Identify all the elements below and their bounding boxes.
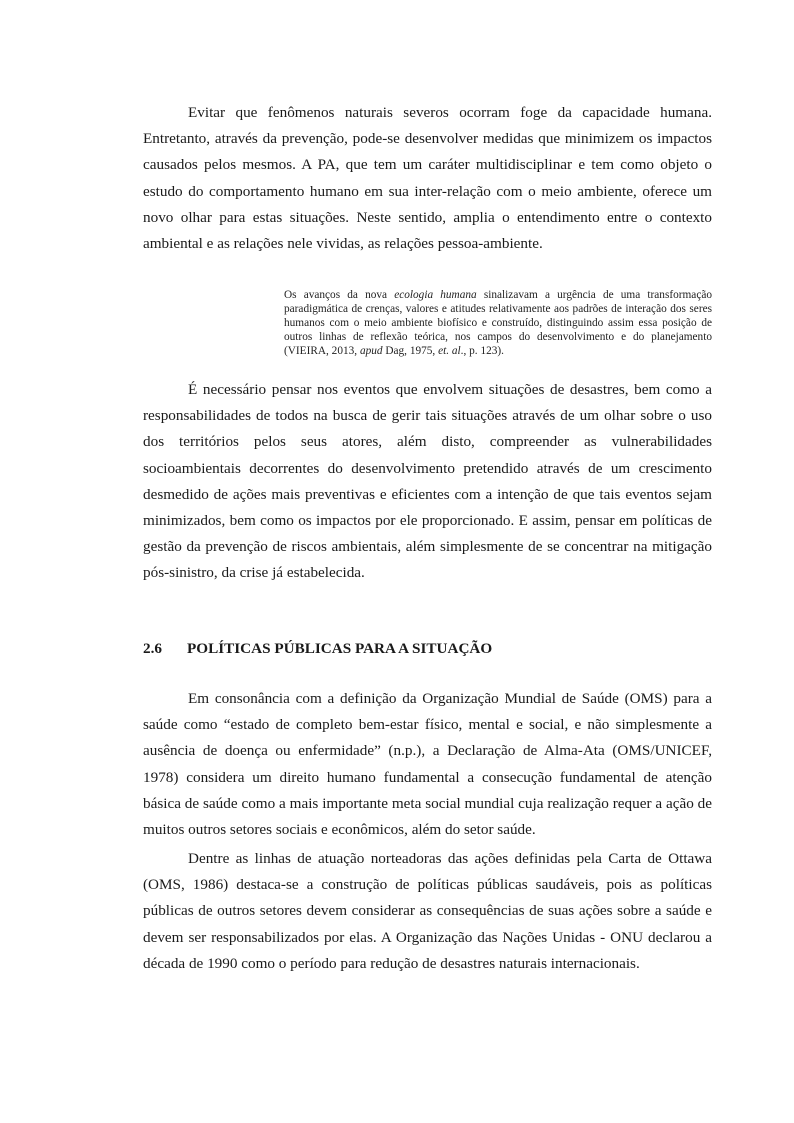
- paragraph-prevention: Evitar que fenômenos naturais severos ocorram foge da capacidade humana. Entretanto, através da prevenção, pode-se desenvolver medidas que minimizem os impactos causados pelos mesmos. A PA, que tem um caráter multidisciplinar e tem como objeto o estudo do comportamento humano em sua inter-relação com o meio ambiente, oferece um novo olhar para estas situações. Neste sentido, amplia o entendimento entre o contexto ambiental e as relações nele vividas, as relações pessoa-ambiente.: [143, 104, 712, 253]
- section-title: POLÍTICAS PÚBLICAS PARA A SITUAÇÃO: [187, 640, 493, 657]
- quote-text-3: Dag, 1975,: [382, 345, 439, 358]
- block-quote: [284, 288, 712, 358]
- quote-italic-ecologia: ecologia humana: [394, 289, 477, 301]
- paragraph-oms: Em consonância com a definição da Organização Mundial de Saúde (OMS) para a saúde como “estado de completo bem-estar físico, mental e social, e não simplesmente a ausência de doença ou enfermidade” (n.p.), a Declaração de Alma-Ata (OMS/UNICEF, 1978) considera um direito humano fundamental a consecução fundamental de atenção básica de saúde como a mais importante meta social mundial cuja realização requer a ação de muitos outros setores sociais e econômicos, além do setor saúde.: [143, 690, 712, 839]
- paragraph-ottawa: Dentre as linhas de atuação norteadoras das ações definidas pela Carta de Ottawa (OMS, 1986) destaca-se a construção de políticas públicas saudáveis, pois as políticas públicas de outros setores devem considerar as consequências de suas ações sobre a saúde e devem ser responsabilizados por elas. A Organização das Nações Unidas - ONU declarou a década de 1990 como o período para redução de desastres naturais internacionais.: [143, 850, 712, 972]
- section-heading: [143, 638, 712, 660]
- paragraph-disasters: É necessário pensar nos eventos que envolvem situações de desastres, bem como a responsabilidades de todos na busca de gerir tais situações através de um olhar sobre o uso dos territórios pelos seus atores, além disto, compreender as vulnerabilidades socioambientais decorrentes do desenvolvimento pretendido através de um crescimento desmedido de ações mais preventivas e eficientes com a intenção de que tais eventos sejam minimizados, bem como os impactos por ele proporcionado. E assim, pensar em políticas de gestão da prevenção de riscos ambientais, além simplesmente de se concentrar na mitigação pós-sinistro, da crise já estabelecida.: [143, 381, 712, 582]
- quote-italic-apud: apud: [359, 345, 383, 358]
- quote-text-2: sinalizavam a urgência de uma transformação paradigmática de crenças, valores e atitudes relativamente aos padrões de interação dos seres humanos com o meio ambiente biofísico e construído, distinguindo assim essa posição de outros linhas de reflexão teórica, nos campos do desenvolvimento e do planejamento (VIEIRA, 2013,: [284, 289, 713, 358]
- quote-text-1: Os avanços da nova: [284, 289, 395, 301]
- quote-text-4: ., p. 123).: [460, 345, 504, 358]
- quote-italic-etal: et. al: [438, 345, 461, 358]
- section-number: 2.6: [143, 640, 162, 657]
